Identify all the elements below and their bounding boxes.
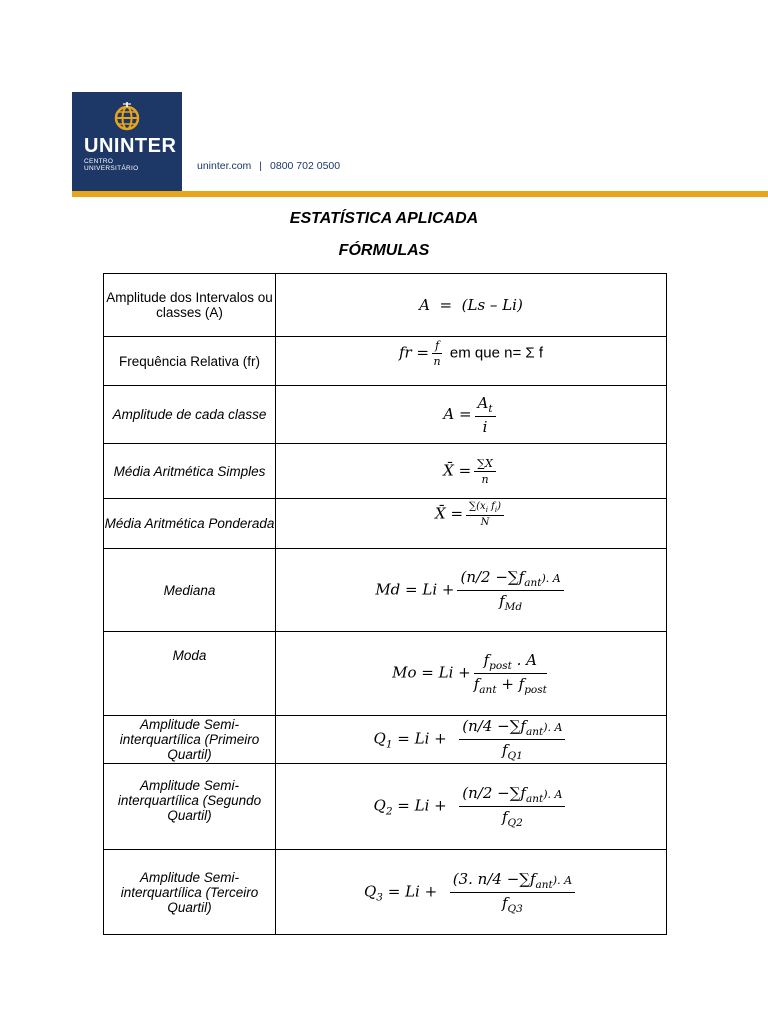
phone-number: 0800 702 0500 — [270, 160, 341, 172]
row-label: Mediana — [104, 549, 276, 632]
table-row — [104, 444, 667, 499]
contact-separator: | — [259, 160, 263, 172]
formula-class-amplitude: A = $\frac{A_t}{i}$ — [276, 386, 667, 444]
table-row — [104, 499, 667, 549]
table-row — [104, 274, 667, 337]
formula-third-quartile: $Q_3 = Li$ + $\frac{(3. n/4 -\sum f_{ant}). A}{f_{Q3}}$ — [276, 850, 667, 935]
brand-subtitle — [84, 158, 138, 172]
table-row — [104, 764, 667, 850]
formula-mode: Mo = Li + $\frac{f_{post} . A}{f_{ant} + f_{post}}$ — [276, 632, 667, 716]
brand-sub-line2: UNIVERSITÁRIO — [84, 165, 139, 172]
table-row — [104, 850, 667, 935]
formula-median: Md = Li + $\frac{(n/2 -\sum f_{ant}). A}{f_{Md}}$ — [276, 549, 667, 632]
formula-first-quartile: $Q_1 = Li$ + $\frac{(n/4 -\sum f_{ant}). A}{f_{Q1}}$ — [276, 716, 667, 764]
row-label: Amplitude Semi-interquartílica (Terceiro Quartil) — [104, 850, 276, 935]
table-row — [104, 337, 667, 386]
row-label: Média Aritmética Ponderada — [104, 499, 276, 549]
document-title: ESTATÍSTICA APLICADA — [289, 210, 479, 227]
formula-amplitude-intervals: A = (Ls – Li) — [276, 274, 667, 337]
row-label: Média Aritmética Simples — [104, 444, 276, 499]
uninter-logo — [72, 92, 182, 194]
website-link[interactable]: uninter.com — [197, 160, 252, 172]
brand-sub-line1: CENTRO — [84, 158, 114, 165]
row-label: Amplitude Semi-interquartílica (Segundo Quartil) — [104, 764, 276, 850]
row-label: Amplitude dos Intervalos ou classes (A) — [104, 274, 276, 337]
table-row — [104, 716, 667, 764]
document-subtitle: FÓRMULAS — [338, 242, 430, 259]
globe-icon — [112, 100, 142, 132]
formula-note: em que n= Σ f — [449, 344, 543, 362]
row-label: Frequência Relativa (fr) — [104, 337, 276, 386]
table-row — [104, 632, 667, 716]
formula-second-quartile: $Q_2 = Li$ + $\frac{(n/2 -\sum f_{ant}). A}{f_{Q2}}$ — [276, 764, 667, 850]
formula-table — [103, 273, 667, 935]
contact-info — [197, 160, 340, 172]
row-label: Amplitude Semi-interquartílica (Primeiro Quartil) — [104, 716, 276, 764]
row-label: Moda — [104, 632, 276, 716]
brand-word: UNINTER — [84, 135, 177, 157]
row-label: Amplitude de cada classe — [104, 386, 276, 444]
formula-weighted-mean: X̄ = $\frac{\sum(x_i f_i)}{N}$ — [276, 499, 667, 549]
formula-relative-frequency: fr = $\frac{f}{n}$ em que n= Σ f — [276, 337, 667, 386]
table-row — [104, 549, 667, 632]
table-row — [104, 386, 667, 444]
formula-simple-mean: X̄ = $\frac{\sum X}{n}$ — [276, 444, 667, 499]
header-divider — [72, 191, 768, 197]
